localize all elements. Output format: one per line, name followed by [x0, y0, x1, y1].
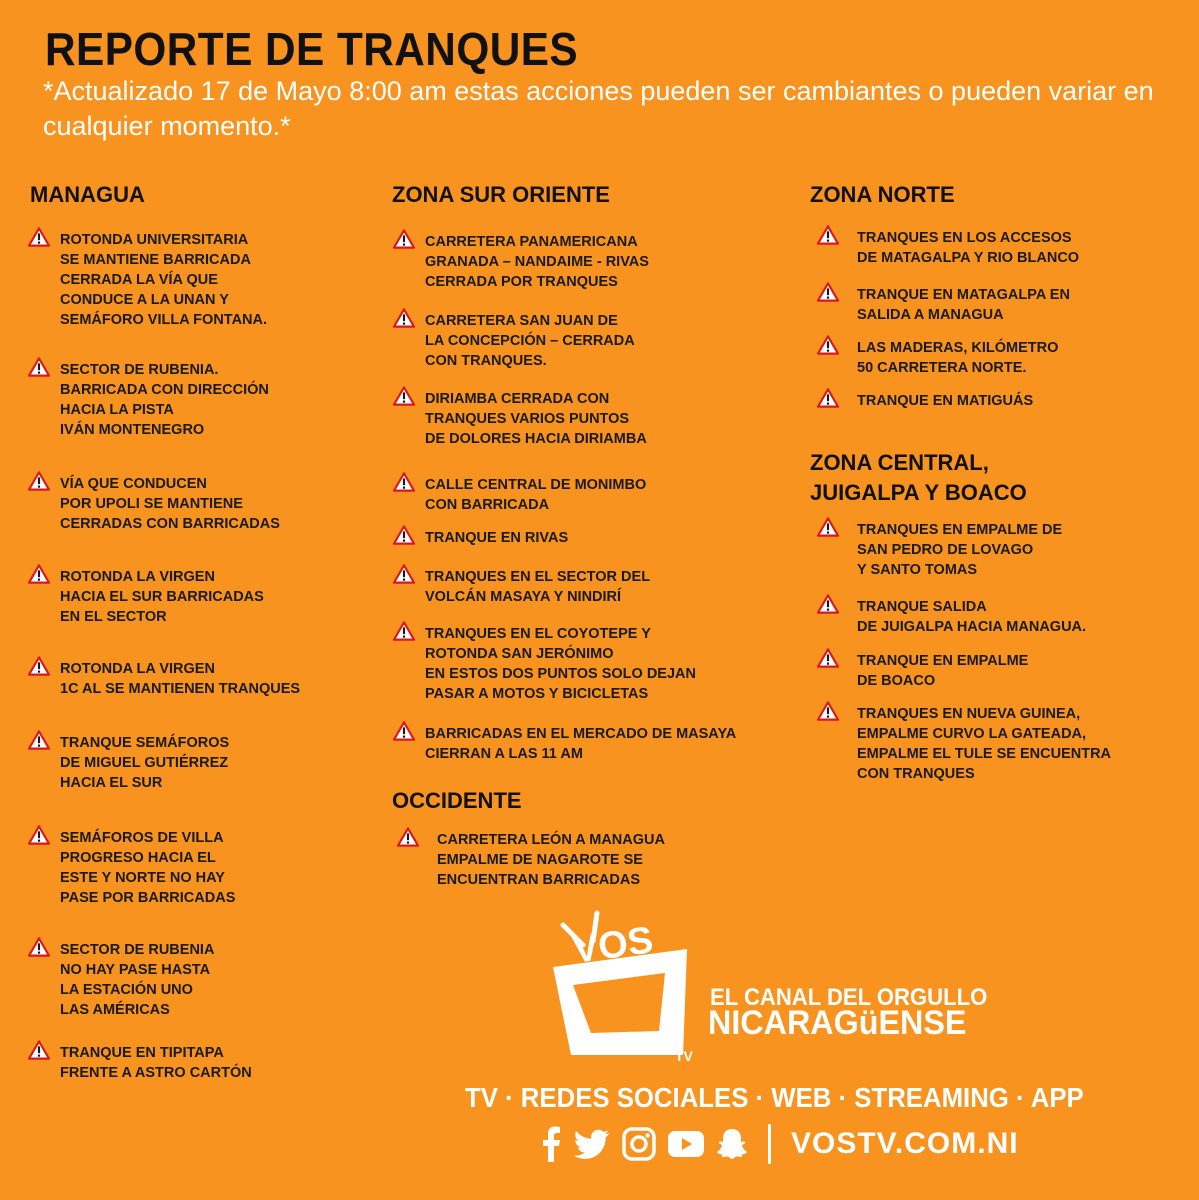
list-item: CARRETERA LEÓN A MANAGUA EMPALME DE NAGAROTE SE ENCUENTRAN BARRICADAS — [397, 830, 665, 890]
heading-occidente: OCCIDENTE — [392, 788, 522, 813]
list-item: CARRETERA PANAMERICANA GRANADA – NANDAIME - RIVAS CERRADA POR TRANQUES — [393, 232, 649, 292]
warning-icon — [28, 357, 50, 377]
warning-icon — [817, 594, 839, 614]
tagline: EL CANAL DEL ORGULLO — [710, 984, 988, 1011]
list-item: SECTOR DE RUBENIA. BARRICADA CON DIRECCIÓN HACIA LA PISTA IVÁN MONTENEGRO — [28, 360, 269, 440]
warning-icon — [817, 225, 839, 245]
heading-zona-central-sub: JUIGALPA Y BOACO — [810, 480, 1027, 505]
list-item: TRANQUE EN RIVAS — [393, 528, 568, 548]
warning-icon — [28, 471, 50, 491]
website-link[interactable]: VOSTV.COM.NI — [791, 1127, 1019, 1160]
warning-icon — [28, 564, 50, 584]
list-item: TRANQUES EN EL COYOTEPE Y ROTONDA SAN JERÓNIMO EN ESTOS DOS PUNTOS SOLO DEJAN PASAR A MOTOS Y BICICLETAS — [393, 624, 696, 704]
list-item: ROTONDA LA VIRGEN HACIA EL SUR BARRICADAS EN EL SECTOR — [28, 567, 264, 627]
page-title: REPORTE DE TRANQUES — [45, 23, 579, 75]
social-bar — [540, 1124, 1019, 1164]
vostv-logo — [545, 905, 705, 1065]
snapchat-icon[interactable] — [716, 1127, 748, 1161]
list-item: SEMÁFOROS DE VILLA PROGRESO HACIA EL ESTE Y NORTE NO HAY PASE POR BARRICADAS — [28, 828, 235, 908]
list-item: TRANQUE SALIDA DE JUIGALPA HACIA MANAGUA. — [817, 597, 1086, 637]
list-item: TRANQUES EN EMPALME DE SAN PEDRO DE LOVAGO Y SANTO TOMAS — [817, 520, 1062, 580]
list-item: ROTONDA UNIVERSITARIA SE MANTIENE BARRICADA CERRADA LA VÍA QUE CONDUCE A LA UNAN Y SEMÁFORO VILLA FONTANA. — [28, 230, 267, 330]
list-item: CARRETERA SAN JUAN DE LA CONCEPCIÓN – CERRADA CON TRANQUES. — [393, 311, 635, 371]
list-item: SECTOR DE RUBENIA NO HAY PASE HASTA LA ESTACIÓN UNO LAS AMÉRICAS — [28, 940, 214, 1020]
list-item: TRANQUE EN MATAGALPA EN SALIDA A MANAGUA — [817, 285, 1070, 325]
warning-icon — [817, 282, 839, 302]
services-list: TV · REDES SOCIALES · WEB · STREAMING · APP — [465, 1082, 1084, 1113]
list-item: TRANQUES EN NUEVA GUINEA, EMPALME CURVO LA GATEADA, EMPALME EL TULE SE ENCUENTRA CON TRANQUES — [817, 704, 1111, 784]
warning-icon — [817, 388, 839, 408]
list-item: TRANQUE SEMÁFOROS DE MIGUEL GUTIÉRREZ HACIA EL SUR — [28, 733, 229, 793]
warning-icon — [817, 517, 839, 537]
warning-icon — [393, 386, 415, 406]
heading-zona-central: ZONA CENTRAL, — [810, 450, 989, 475]
divider — [768, 1124, 771, 1164]
warning-icon — [393, 721, 415, 741]
list-item: TRANQUE EN EMPALME DE BOACO — [817, 651, 1028, 691]
warning-icon — [28, 227, 50, 247]
heading-zona-norte: ZONA NORTE — [810, 182, 955, 207]
warning-icon — [817, 648, 839, 668]
list-item: ROTONDA LA VIRGEN 1C AL SE MANTIENEN TRANQUES — [28, 659, 300, 699]
warning-icon — [397, 827, 419, 847]
warning-icon — [817, 335, 839, 355]
list-item: TRANQUES EN LOS ACCESOS DE MATAGALPA Y RIO BLANCO — [817, 228, 1079, 268]
warning-icon — [28, 1040, 50, 1060]
warning-icon — [393, 621, 415, 641]
warning-icon — [28, 656, 50, 676]
list-item: CALLE CENTRAL DE MONIMBO CON BARRICADA — [393, 475, 646, 515]
warning-icon — [817, 701, 839, 721]
warning-icon — [28, 937, 50, 957]
list-item: VÍA QUE CONDUCEN POR UPOLI SE MANTIENE CERRADAS CON BARRICADAS — [28, 474, 280, 534]
youtube-icon[interactable] — [668, 1130, 704, 1158]
list-item: TRANQUES EN EL SECTOR DEL VOLCÁN MASAYA Y NINDIRÍ — [393, 567, 650, 607]
tagline-country: NICARAGüENSE — [708, 1004, 967, 1042]
instagram-icon[interactable] — [622, 1127, 656, 1161]
warning-icon — [393, 525, 415, 545]
heading-managua: MANAGUA — [30, 182, 145, 207]
warning-icon — [393, 308, 415, 328]
warning-icon — [28, 730, 50, 750]
list-item: DIRIAMBA CERRADA CON TRANQUES VARIOS PUNTOS DE DOLORES HACIA DIRIAMBA — [393, 389, 647, 449]
logo-tv-text: TV — [675, 1048, 693, 1064]
warning-icon — [393, 472, 415, 492]
warning-icon — [28, 825, 50, 845]
list-item: BARRICADAS EN EL MERCADO DE MASAYA CIERRAN A LAS 11 AM — [393, 724, 736, 764]
warning-icon — [393, 564, 415, 584]
update-notice: *Actualizado 17 de Mayo 8:00 am estas acciones pueden ser cambiantes o pueden variar en cualquier momento.* — [43, 76, 1154, 141]
twitter-icon[interactable] — [574, 1129, 610, 1159]
list-item: TRANQUE EN TIPITAPA FRENTE A ASTRO CARTÓN — [28, 1043, 252, 1083]
list-item: LAS MADERAS, KILÓMETRO 50 CARRETERA NORTE. — [817, 338, 1058, 378]
heading-sur-oriente: ZONA SUR ORIENTE — [392, 182, 610, 207]
list-item: TRANQUE EN MATIGUÁS — [817, 391, 1033, 411]
warning-icon — [393, 229, 415, 249]
logo-vos-text: VOS — [570, 919, 656, 972]
facebook-icon[interactable] — [540, 1126, 562, 1162]
